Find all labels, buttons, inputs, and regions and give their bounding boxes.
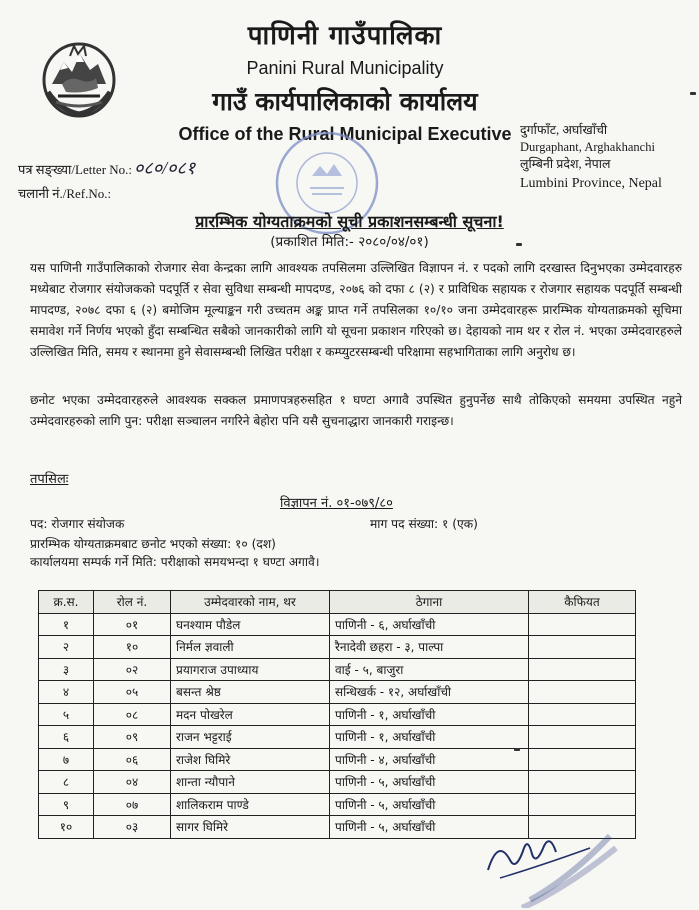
cell-name: मदन पोखरेल — [171, 703, 330, 726]
cell-roll: १० — [94, 636, 171, 659]
ref-no-label: चलानी नं./Ref.No.: — [18, 186, 112, 201]
table-row — [39, 771, 636, 794]
advertisement-number: विज्ञापन नं. ०१-०७९/८० — [280, 496, 393, 511]
header-serial: क्र.स. — [39, 591, 94, 614]
cell-address: सन्धिखर्क - १२, अर्घाखाँची — [330, 681, 529, 704]
notice-paragraph-2: छनोट भएका उम्मेदवारहरुले आवश्यक सक्कल प्रमाणपत्रहरुसहित १ घण्टा अगावै उपस्थित हुनुपर्नेछ साथै तोकिएको समयमा उपस्थित नहुने उम्मेदवारहरुको लागि पुन: परीक्षा सञ्चालन नगरिने बेहोरा पनि यसै सुचनाद्धारा जानकारी गराइन्छ। — [30, 393, 682, 428]
address-line-4: Lumbini Province, Nepal — [520, 176, 662, 191]
cell-address: पाणिनी - ६, अर्घाखाँची — [330, 613, 529, 636]
table-row — [39, 636, 636, 659]
cell-name: शान्ता न्यौपाने — [171, 771, 330, 794]
cell-serial: ३ — [39, 658, 94, 681]
cell-address: पाणिनी - ५, अर्घाखाँची — [330, 816, 529, 839]
cell-serial: १० — [39, 816, 94, 839]
demand-count: माग पद संख्या: १ (एक) — [370, 517, 478, 531]
cell-remarks — [529, 681, 636, 704]
candidate-table — [38, 590, 636, 839]
table-row — [39, 658, 636, 681]
cell-remarks — [529, 613, 636, 636]
municipality-name-np: पाणिनी गाउँपालिका — [247, 21, 443, 51]
signature-icon — [470, 808, 620, 908]
cell-name: बसन्त श्रेष्ठ — [171, 681, 330, 704]
scan-mark — [690, 92, 696, 95]
header-roll: रोल नं. — [94, 591, 171, 614]
office-address — [520, 122, 662, 192]
cell-address: पाणिनी - ५, अर्घाखाँची — [330, 793, 529, 816]
cell-roll: ०७ — [94, 793, 171, 816]
cell-name: प्रयागराज उपाध्याय — [171, 658, 330, 681]
notice-title: प्रारम्भिक योग्यताक्रमको सूची प्रकाशनसम्बन्धी सूचना! — [195, 212, 504, 231]
table-row — [39, 681, 636, 704]
table-row — [39, 703, 636, 726]
cell-roll: ०९ — [94, 726, 171, 749]
cell-remarks — [529, 636, 636, 659]
contact-time: कार्यालयमा सम्पर्क गर्ने मिति: परीक्षाको समयभन्दा १ घण्टा अगावै। — [30, 555, 320, 569]
header-name: उम्मेदवारको नाम, थर — [171, 591, 330, 614]
cell-serial: ९ — [39, 793, 94, 816]
office-name-en: Office of the Rural Municipal Executive — [178, 124, 512, 144]
table-row — [39, 726, 636, 749]
address-line-3: लुम्बिनी प्रदेश, नेपाल — [520, 157, 611, 171]
cell-serial: ६ — [39, 726, 94, 749]
reference-block — [18, 156, 195, 206]
cell-serial: १ — [39, 613, 94, 636]
table-header-row — [39, 591, 636, 614]
cell-serial: ५ — [39, 703, 94, 726]
address-line-1: दुर्गाफाँट, अर्घाखाँची — [520, 123, 608, 137]
cell-roll: ०३ — [94, 816, 171, 839]
cell-name: घनश्याम पौडेल — [171, 613, 330, 636]
scan-mark — [516, 243, 522, 246]
cell-remarks — [529, 726, 636, 749]
cell-roll: ०८ — [94, 703, 171, 726]
cell-address: पाणिनी - १, अर्घाखाँची — [330, 726, 529, 749]
office-name-np: गाउँ कार्यपालिकाको कार्यालय — [212, 87, 478, 116]
cell-serial: ४ — [39, 681, 94, 704]
header-address: ठेगाना — [330, 591, 529, 614]
cell-serial: २ — [39, 636, 94, 659]
cell-serial: ८ — [39, 771, 94, 794]
cell-address: वाई - ५, बाजुरा — [330, 658, 529, 681]
details-heading: तपसिलः — [30, 472, 69, 487]
cell-name: निर्मल ज्ञवाली — [171, 636, 330, 659]
address-line-2: Durgaphant, Arghakhanchi — [520, 140, 655, 154]
cell-roll: ०६ — [94, 748, 171, 771]
published-date: (प्रकाशित मिति:- २०८०/०४/०१) — [270, 234, 429, 250]
scan-mark — [514, 748, 520, 751]
table-row — [39, 613, 636, 636]
cell-name: राजेश घिमिरे — [171, 748, 330, 771]
letter-no-value: ०८०/०८१ — [134, 158, 196, 178]
cell-remarks — [529, 658, 636, 681]
cell-address: रैनादेवी छहरा - ३, पाल्पा — [330, 636, 529, 659]
cell-remarks — [529, 703, 636, 726]
cell-roll: ०१ — [94, 613, 171, 636]
cell-roll: ०५ — [94, 681, 171, 704]
notice-paragraph-1: यस पाणिनी गाउँपालिकाको रोजगार सेवा केन्द्रका लागि आवश्यक तपसिलमा उल्लिखित विज्ञापन नं. र पदको लागि दरखास्त दिनुभएका उम्मेदवारहरु मध्येबाट रोजगार संयोजकको पदपूर्ति र सेवा सुविधा सम्बन्धी मापदण्ड, २०७६ को दफा ८ (२) र प्राविधिक सहायक र रोजगार सहायक पदपूर्ति सम्बन्धी मापदण्ड, २०७८ दफा ६ (२) बमोजिम मूल्याङ्कन गरी उच्चतम अङ्क प्राप्त गर्ने तपसिलका १०/१० जना उम्मेदवारहरू प्रारम्भिक योग्यताक्रमको सूचिमा समावेश गर्ने निर्णय भएको हुँदा सम्बन्धित सबैको जानकारीको लागि यो सूचना प्रकाशन गरिएको छ। देहायको नाम थर र रोल नं. भएका उम्मेदवारहरुले उल्लिखित मिति, समय र स्थानमा हुने सेवासम्बन्धी लिखित परीक्षा र कम्प्युटरसम्बन्धी परिक्षामा सहभागिताका लागि अनुरोध छ। — [30, 261, 682, 359]
cell-roll: ०४ — [94, 771, 171, 794]
cell-address: पाणिनी - १, अर्घाखाँची — [330, 703, 529, 726]
cell-address: पाणिनी - ४, अर्घाखाँची — [330, 748, 529, 771]
header-remarks: कैफियत — [529, 591, 636, 614]
cell-serial: ७ — [39, 748, 94, 771]
cell-address: पाणिनी - ५, अर्घाखाँची — [330, 771, 529, 794]
cell-remarks — [529, 748, 636, 771]
selected-count: प्रारम्भिक योग्यताक्रमबाट छनोट भएको संख्या: १० (दश) — [30, 537, 276, 551]
post-name: पद: रोजगार संयोजक — [30, 517, 125, 531]
cell-name: राजन भट्टराई — [171, 726, 330, 749]
letter-no-label: पत्र सङ्ख्या/Letter No.: — [18, 162, 133, 177]
cell-roll: ०२ — [94, 658, 171, 681]
municipality-name-en: Panini Rural Municipality — [246, 58, 444, 78]
table-row — [39, 748, 636, 771]
nepal-emblem-icon — [40, 40, 118, 120]
cell-remarks — [529, 771, 636, 794]
cell-name: सागर घिमिरे — [171, 816, 330, 839]
cell-name: शालिकराम पाण्डे — [171, 793, 330, 816]
